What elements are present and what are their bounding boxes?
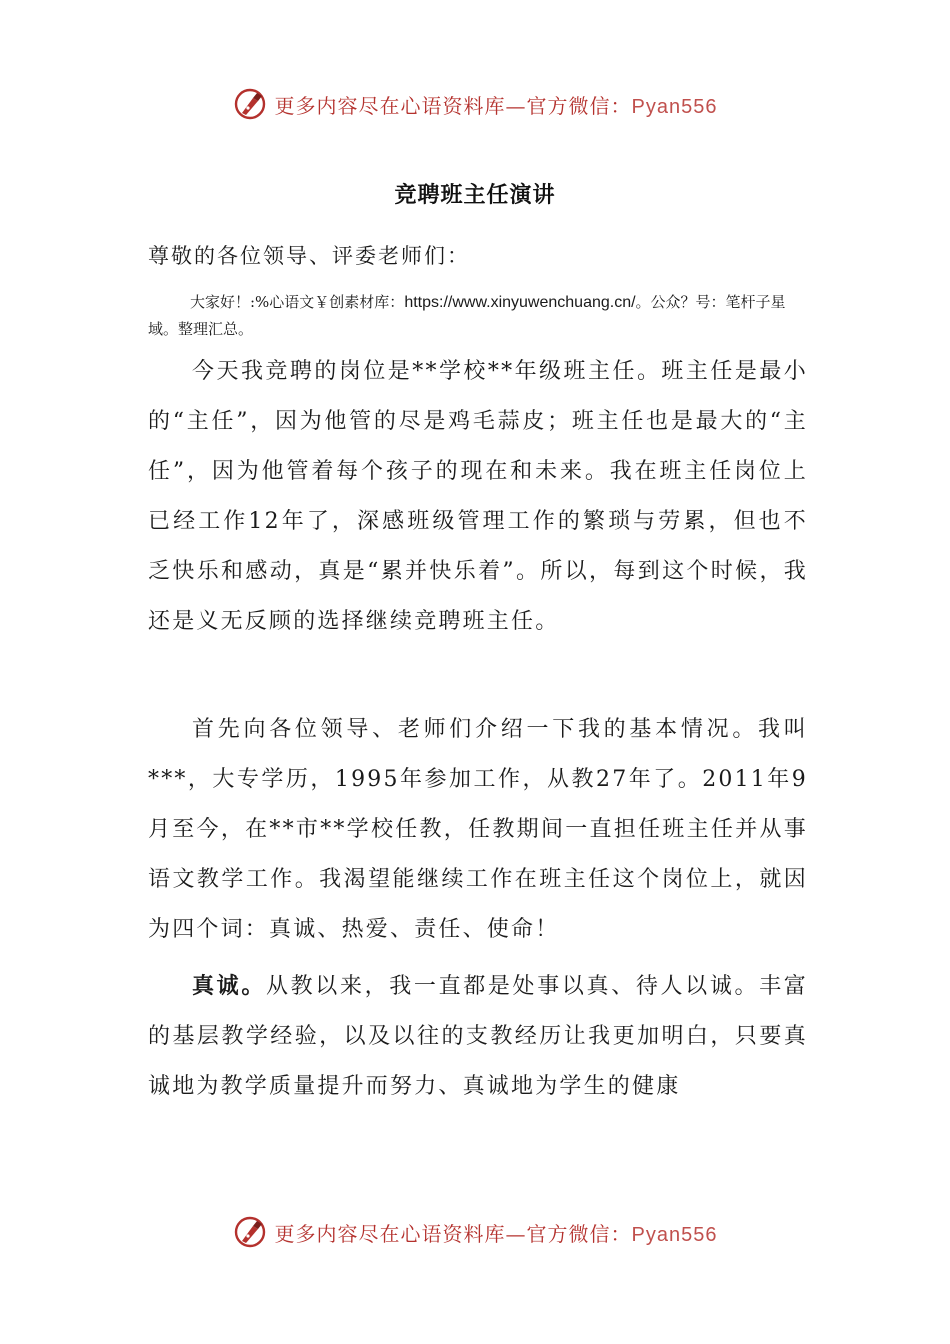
paragraph-3-body: 从教以来，我一直都是处事以真、待人以诚。丰富的基层教学经验，以及以往的支教经历让我更加明白，只要真诚地为教学质量提升而努力、真诚地为学生的健康: [148, 974, 808, 1099]
header-promo-text: [275, 90, 718, 119]
paragraph-3: [148, 961, 808, 1112]
footer-promo-text: [275, 1218, 718, 1247]
document-title: 竞聘班主任演讲: [394, 182, 556, 208]
header-promo-sep: —: [505, 93, 527, 118]
source-note: [148, 289, 812, 342]
footer-promo-handle: Pyan556: [631, 1223, 718, 1246]
header-promo-wechat: 官方微信：: [526, 93, 632, 118]
header-promo-main: 更多内容尽在心语资料库: [274, 93, 506, 118]
footer-promo-bar: [0, 1212, 950, 1252]
salutation: 尊敬的各位领导、评委老师们：: [148, 244, 470, 268]
paragraph-1: 今天我竞聘的岗位是**学校**年级班主任。班主任是最小的“主任”，因为他管的尽是鸡毛蒜皮；班主任也是最大的“主任”，因为他管着每个孩子的现在和未来。我在班主任岗位上已经工作12年了，深感班级管理工作的繁琐与劳累，但也不乏快乐和感动，真是“累并快乐着”。所以，每到这个时候，我还是义无反顾的选择继续竞聘班主任。: [148, 359, 808, 634]
note-suffix: 。公众？号：笔杆子星域。整理汇总。: [148, 293, 786, 338]
pen-nib-logo-icon: [233, 87, 267, 121]
header-promo-handle: Pyan556: [631, 95, 718, 118]
footer-promo-wechat: 官方微信：: [526, 1221, 632, 1246]
paragraph-3-lead: 真诚。: [192, 973, 266, 999]
footer-promo-sep: —: [505, 1221, 527, 1246]
footer-promo-main: 更多内容尽在心语资料库: [274, 1221, 506, 1246]
note-url: https://www.xinyuwenchuang.cn/: [404, 294, 636, 311]
header-promo-bar: [0, 84, 950, 124]
paragraph-2: 首先向各位领导、老师们介绍一下我的基本情况。我叫***，大专学历，1995年参加工作，从教27年了。2011年9月至今，在**市**学校任教，任教期间一直担任班主任并从事语文教学工作。我渴望能继续工作在班主任这个岗位上，就因为四个词：真诚、热爱、责任、使命！: [148, 717, 808, 942]
note-prefix: 大家好！:%心语文￥创素材库：: [190, 293, 405, 311]
pen-nib-logo-icon: [233, 1215, 267, 1249]
